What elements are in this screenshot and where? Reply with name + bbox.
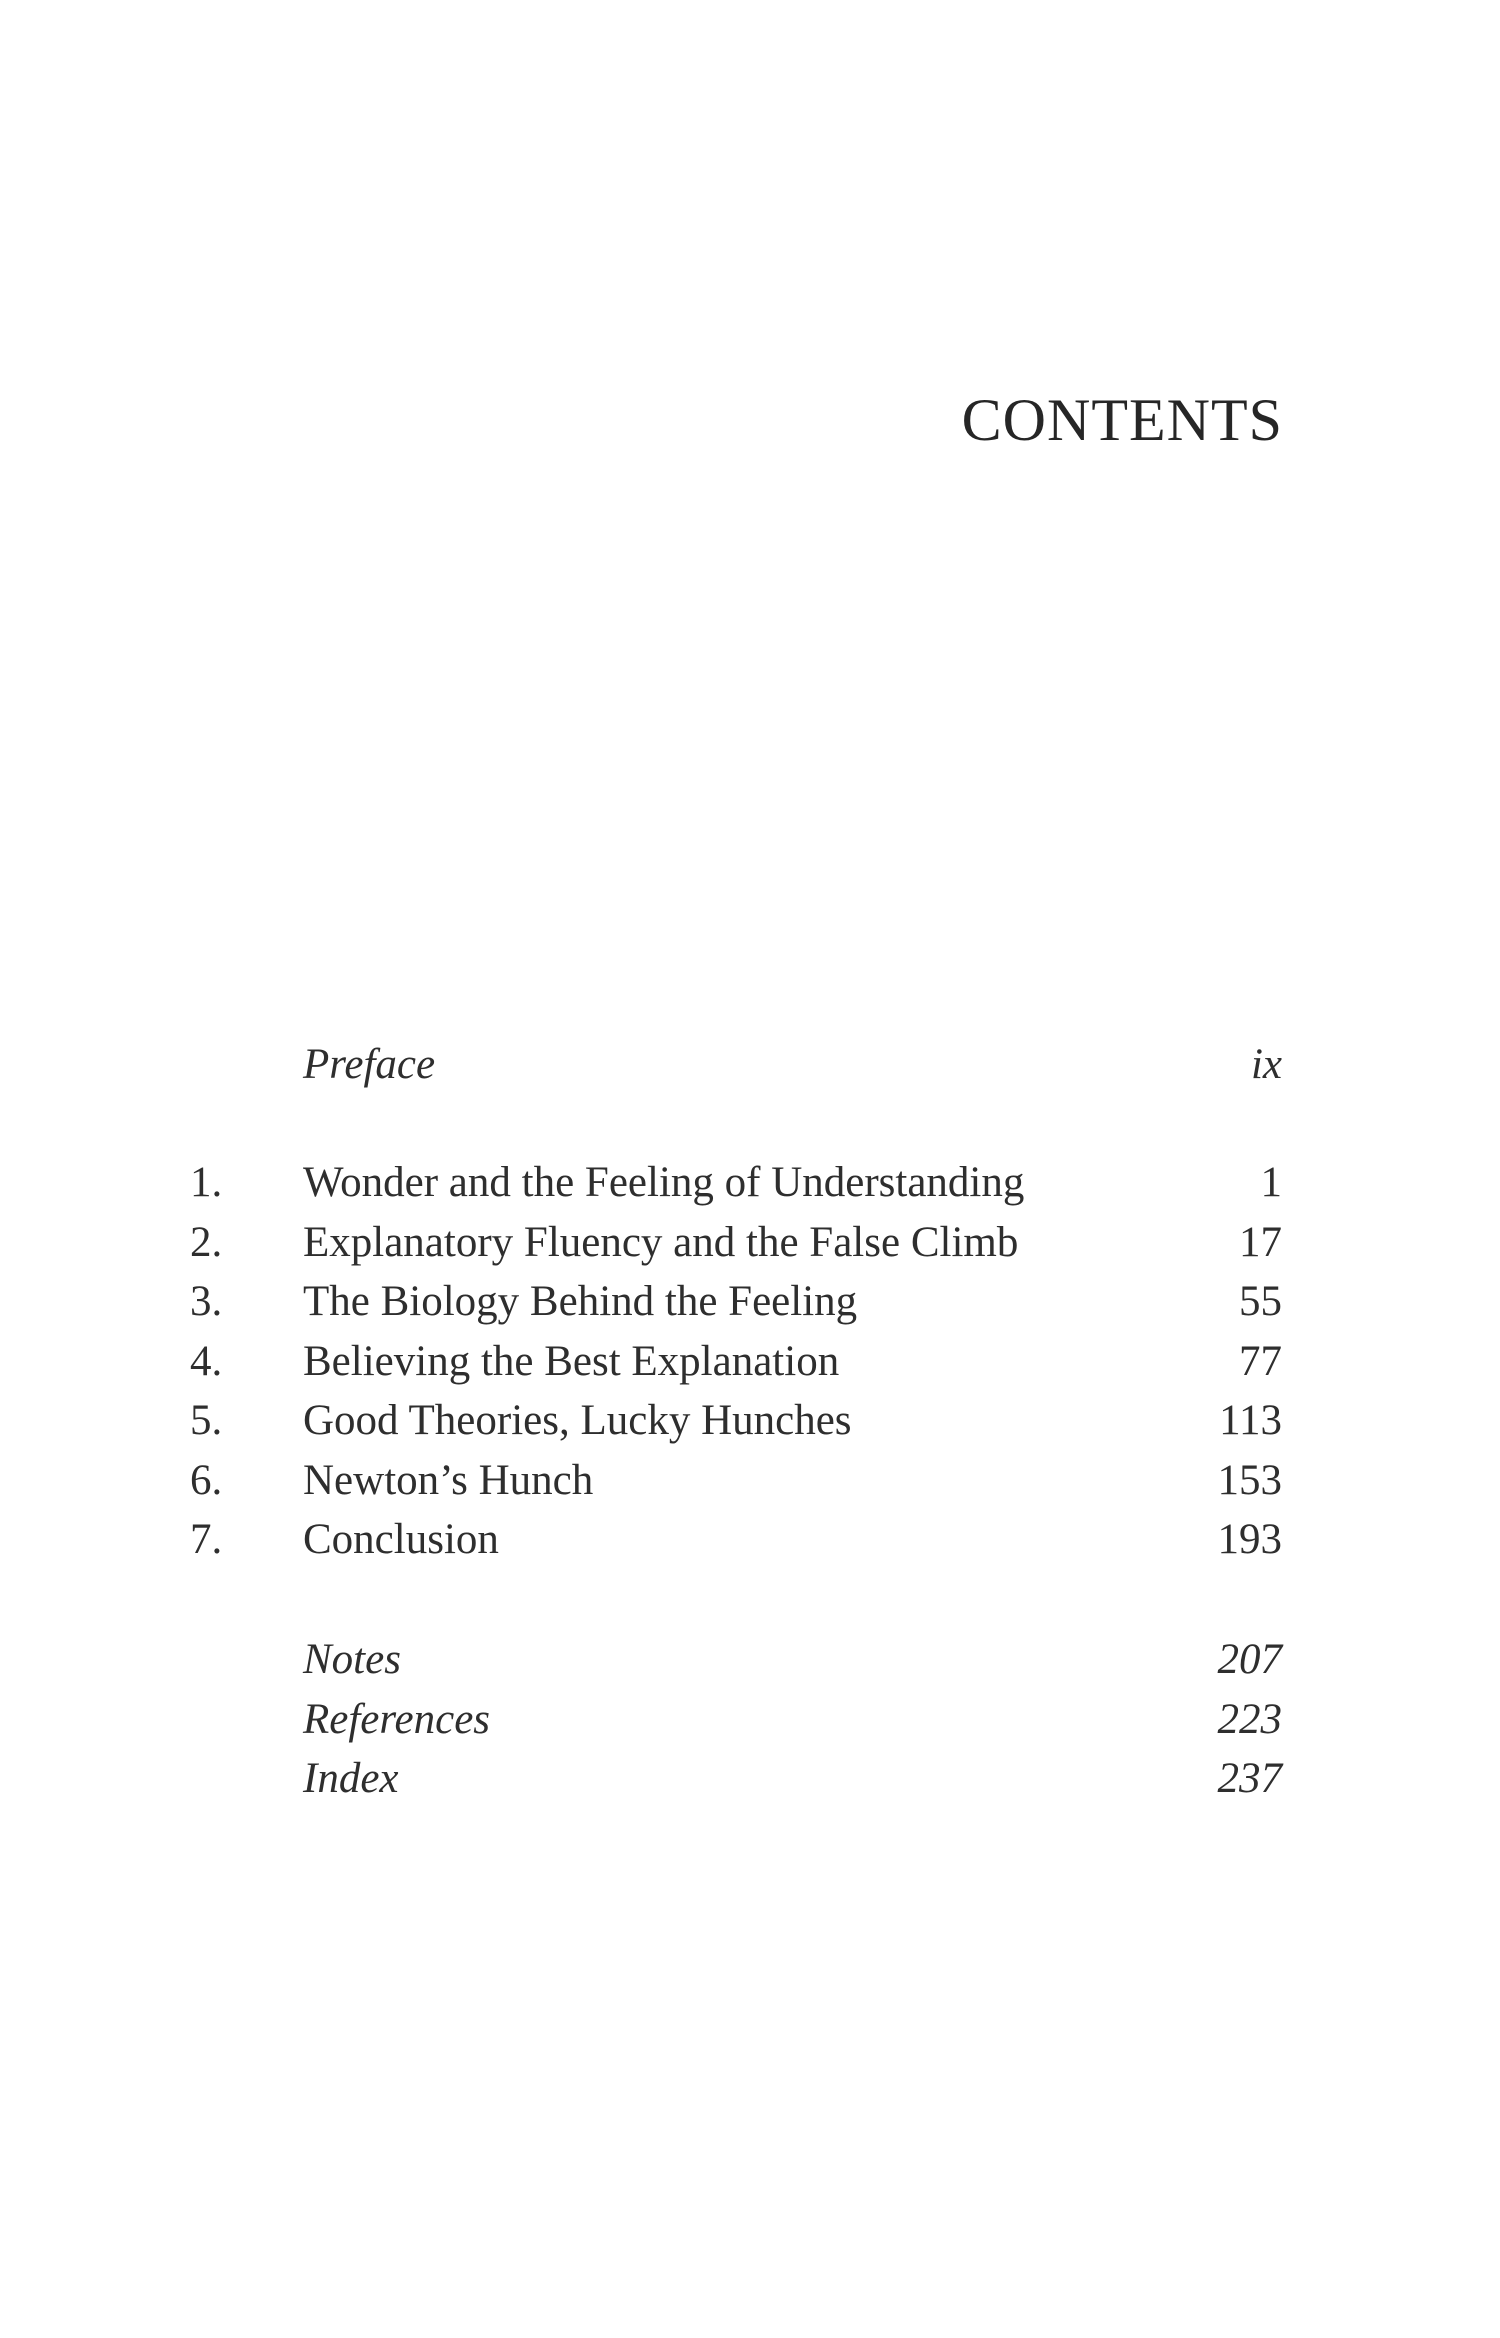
- toc-entry-page: 77: [1239, 1337, 1282, 1385]
- toc-entry-page: 1: [1260, 1159, 1282, 1206]
- toc-entry-page: 237: [1217, 1755, 1282, 1802]
- toc-entry-page: 223: [1217, 1695, 1282, 1743]
- back-matter-list: [190, 1630, 1282, 1809]
- toc-entry-page: 55: [1239, 1278, 1282, 1325]
- chapter-list: [190, 1153, 1282, 1570]
- toc-entry-number: 2.: [190, 1218, 223, 1266]
- toc-entry-references: [190, 1690, 1282, 1750]
- toc-entry-notes: [190, 1630, 1282, 1690]
- toc-entry-chapter-7: [190, 1510, 1282, 1570]
- toc-entry-title: Conclusion: [303, 1516, 499, 1563]
- page-title: CONTENTS: [961, 387, 1283, 453]
- toc-entry-title: Preface: [303, 1041, 436, 1088]
- toc-entry-page: 17: [1239, 1218, 1282, 1266]
- toc-entry-chapter-5: [190, 1391, 1282, 1451]
- toc-entry-title: Believing the Best Explanation: [303, 1337, 840, 1385]
- toc-entry-title: Good Theories, Lucky Hunches: [303, 1397, 852, 1444]
- toc-entry-chapter-2: [190, 1213, 1282, 1273]
- toc-entry-number: 6.: [190, 1456, 223, 1504]
- toc-entry-chapter-3: [190, 1272, 1282, 1332]
- toc-entry-chapter-6: [190, 1451, 1282, 1511]
- toc-entry-title: Index: [303, 1755, 399, 1802]
- toc-entry-title: Notes: [303, 1636, 401, 1683]
- toc-entry-page: ix: [1250, 1041, 1282, 1088]
- toc-entry-number: 7.: [190, 1516, 223, 1563]
- toc-entry-title: Newton’s Hunch: [303, 1456, 594, 1504]
- toc-entry-chapter-1: [190, 1153, 1282, 1213]
- toc-entry-number: 5.: [190, 1397, 223, 1444]
- toc-entry-title: Explanatory Fluency and the False Climb: [303, 1218, 1019, 1266]
- toc-entry-index: [190, 1749, 1282, 1809]
- front-matter-list: [190, 1035, 1282, 1095]
- toc-entry-number: 1.: [190, 1159, 223, 1206]
- toc-entry-chapter-4: [190, 1332, 1282, 1392]
- toc-entry-page: 193: [1217, 1516, 1282, 1563]
- toc-entry-number: 3.: [190, 1278, 223, 1325]
- toc-entry-title: The Biology Behind the Feeling: [303, 1278, 858, 1325]
- toc-entry-page: 113: [1219, 1397, 1282, 1444]
- toc-entry-page: 207: [1217, 1636, 1282, 1683]
- toc-entry-title: References: [303, 1695, 491, 1743]
- toc-entry-preface: [190, 1035, 1282, 1095]
- toc-entry-number: 4.: [190, 1337, 223, 1385]
- toc-entry-title: Wonder and the Feeling of Understanding: [303, 1159, 1025, 1206]
- toc-entry-page: 153: [1217, 1456, 1282, 1504]
